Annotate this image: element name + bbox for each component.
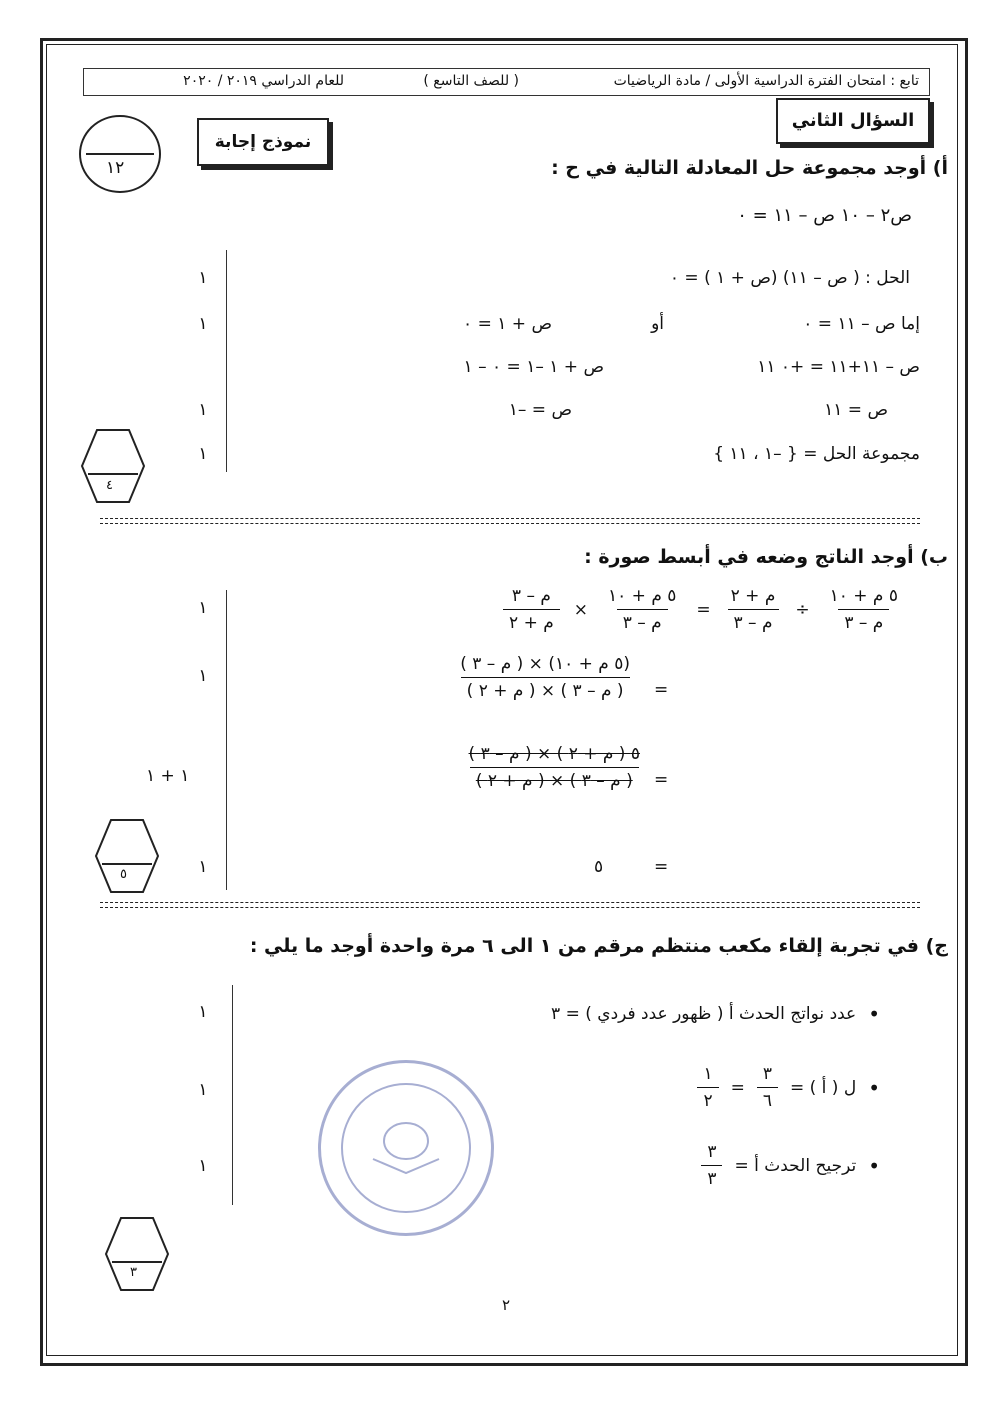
part-b-mark-1: ١ <box>198 598 208 618</box>
part-b-result: ٥ <box>594 857 604 877</box>
total-score: ١٢ <box>106 158 125 178</box>
header-grade: ( للصف التاسع ) <box>423 73 519 89</box>
equals-line-2: = <box>654 680 669 700</box>
step-3-numerator: ٥ ( م + ٢ ) × ( م – ٣ ) <box>468 744 640 764</box>
marks-divider-b <box>226 590 227 890</box>
marks-divider-a <box>226 250 227 472</box>
item-3-fraction: $\frac{٣}{٣}$ <box>701 1142 722 1189</box>
equals-line-3: = <box>654 770 669 790</box>
part-a-solution-3a: ص – ١١+١١ = +٠ ١١ <box>757 357 920 377</box>
part-a-solution-1: الحل : ( ص – ١١) (ص + ١ ) = ٠ <box>669 268 910 288</box>
bullet-icon: • <box>868 1002 880 1026</box>
part-b-step-2 <box>454 654 636 701</box>
separator-2b <box>100 907 920 908</box>
part-a-solution-4b: ص = –١ <box>508 400 572 420</box>
part-a-mark-3: ١ <box>198 400 208 420</box>
item-2-equals: = <box>730 1077 745 1098</box>
part-b-mark-3: ١ + ١ <box>146 766 190 786</box>
total-score-circle <box>76 112 166 196</box>
part-a-mark-4: ١ <box>198 444 208 464</box>
part-a-solution-3b: ص + ١ –١ = ٠ – ١ <box>463 357 604 377</box>
header-exam-info: تابع : امتحان الفترة الدراسية الأولى / مادة الرياضيات <box>613 73 919 89</box>
marks-divider-c <box>232 985 233 1205</box>
part-b-mark-4: ١ <box>198 857 208 877</box>
part-a-mark-2: ١ <box>198 314 208 334</box>
item-2-label: ل ( أ ) = <box>790 1077 857 1098</box>
question-title: السؤال الثاني <box>776 98 930 144</box>
stamp-emblem-icon <box>367 1119 445 1175</box>
part-b-mark-2: ١ <box>198 666 208 686</box>
part-b-prompt: ب) أوجد الناتج وضعه في أبسط صورة : <box>584 546 948 568</box>
page-number: ٢ <box>502 1296 511 1314</box>
step-3-denominator: ( م – ٣ ) × ( م + ٢ ) <box>470 767 639 791</box>
part-a-equation: ص٢ – ١٠ ص – ١١ = ٠ <box>737 205 912 226</box>
separator-1b <box>100 523 920 524</box>
step-2-numerator: (٥ م + ١٠) × ( م – ٣ ) <box>460 654 630 674</box>
part-c-mark-1: ١ <box>198 1002 208 1022</box>
fraction-4: $\frac{\text{م – ٣}}{\text{م + ٢}}$ <box>503 586 560 633</box>
part-b-step-3 <box>463 744 646 791</box>
part-a-solution-4a: ص = ١١ <box>824 400 888 420</box>
item-2-fraction-1: $\frac{٣}{٦}$ <box>757 1064 778 1111</box>
header-year: للعام الدراسي ٢٠١٩ / ٢٠٢٠ <box>183 73 344 89</box>
part-c-mark-3: ١ <box>198 1156 208 1176</box>
part-b-score: ٥ <box>120 867 127 882</box>
part-c-score-hexagon <box>104 1216 170 1292</box>
equals-sign: = <box>696 599 711 620</box>
separator-2 <box>100 902 920 903</box>
fraction-2: $\frac{\text{م + ٢}}{\text{م – ٣}}$ <box>725 586 782 633</box>
fraction-3: $\frac{\text{٥ م + ١٠}}{\text{م – ٣}}$ <box>608 586 677 633</box>
bullet-icon: • <box>868 1153 880 1178</box>
item-1-text: عدد نواتج الحدث أ ( ظهور عدد فردي ) = ٣ <box>551 1004 857 1024</box>
part-a-solution-2c: ص + ١ = ٠ <box>463 314 552 334</box>
part-c-item-2 <box>697 1064 880 1111</box>
item-2-fraction-2: $\frac{١}{٢}$ <box>697 1064 718 1111</box>
part-b-score-hexagon <box>94 818 160 894</box>
official-stamp <box>318 1060 494 1236</box>
part-a-score: ٤ <box>106 478 113 493</box>
fraction-1: $\frac{\text{٥ م + ١٠}}{\text{م – ٣}}$ <box>829 586 898 633</box>
separator-1 <box>100 518 920 519</box>
part-a-score-hexagon <box>80 428 146 504</box>
part-a-solution-set: مجموعة الحل = { –١ ، ١١ } <box>713 444 920 464</box>
part-a-mark-1: ١ <box>198 268 208 288</box>
part-b-expression <box>503 586 904 633</box>
equals-line-4: = <box>654 857 669 877</box>
part-c-prompt: ج) في تجربة إلقاء مكعب منتظم مرقم من ١ الى ٦ مرة واحدة أوجد ما يلي : <box>249 935 948 957</box>
part-a-solution-2a: إما ص – ١١ = ٠ <box>803 314 920 334</box>
part-c-score: ٣ <box>130 1265 137 1280</box>
multiply-operator: × <box>573 599 588 620</box>
part-c-item-3 <box>701 1142 880 1189</box>
part-c-item-1 <box>551 1002 880 1026</box>
item-3-label: ترجيح الحدث أ = <box>734 1155 857 1176</box>
step-2-denominator: ( م – ٣ ) × ( م + ٢ ) <box>461 677 630 701</box>
part-c-mark-2: ١ <box>198 1080 208 1100</box>
divide-operator: ÷ <box>795 599 810 620</box>
exam-header <box>83 68 930 96</box>
part-a-prompt: أ) أوجد مجموعة حل المعادلة التالية في ح : <box>551 157 948 179</box>
model-answer-label: نموذج إجابة <box>197 118 329 166</box>
bullet-icon: • <box>868 1075 880 1100</box>
part-a-solution-2b: أو <box>651 314 664 334</box>
